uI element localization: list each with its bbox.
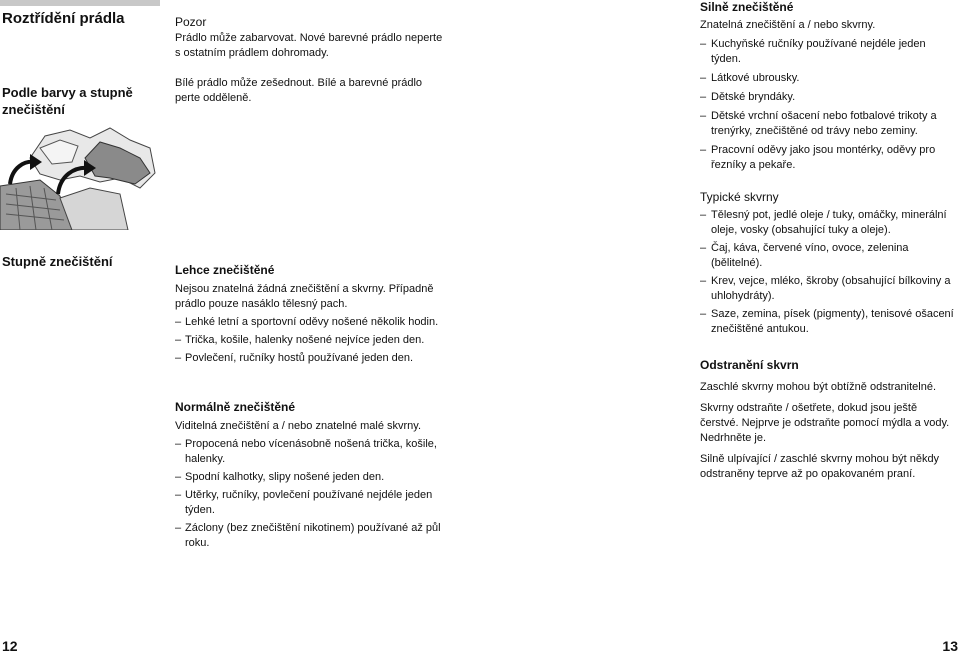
caution-paragraph-1: Prádlo může zabarvovat. Nové barevné prádlo neperte s ostatním prádlem dohromady. bbox=[175, 32, 443, 59]
heavily-soiled-section bbox=[700, 0, 958, 173]
list-item: – Povlečení, ručníky hostů používané jeden den. bbox=[175, 351, 445, 366]
lightly-soiled-list bbox=[175, 315, 445, 366]
stain-removal-paragraph-3: Silně ulpívající / zaschlé skvrny mohou být někdy odstraněny teprve až po opakovaném praní. bbox=[700, 453, 940, 480]
laundry-sorting-illustration bbox=[0, 118, 162, 230]
normally-soiled-section bbox=[175, 399, 445, 551]
stain-removal-section bbox=[700, 357, 958, 488]
list-item: – Látkové ubrousky. bbox=[700, 71, 958, 86]
stain-removal-heading: Odstranění skvrn bbox=[700, 358, 799, 372]
list-item: – Dětské bryndáky. bbox=[700, 90, 958, 105]
list-item: – Krev, vejce, mléko, škroby (obsahující bílkoviny a uhlohydráty). bbox=[700, 274, 958, 304]
list-item: – Záclony (bez znečištění nikotinem) používané až půl roku. bbox=[175, 521, 445, 551]
normally-soiled-intro: Viditelná znečištění a / nebo znatelné malé skvrny. bbox=[175, 420, 422, 432]
page-number-right: 13 bbox=[942, 638, 958, 654]
heavily-soiled-list bbox=[700, 37, 958, 173]
list-item: – Dětské vrchní ošacení nebo fotbalové trikoty a trenýrky, znečištěné od trávy nebo zeminy. bbox=[700, 109, 958, 139]
lightly-soiled-intro: Nejsou znatelná žádná znečištění a skvrny. Případně prádlo pouze nasáklo tělesný pach. bbox=[175, 283, 434, 310]
lightly-soiled-section bbox=[175, 262, 445, 366]
caution-paragraph-2: Bílé prádlo může zešednout. Bílé a barevné prádlo perte odděleně. bbox=[175, 77, 423, 104]
list-item: – Čaj, káva, červené víno, ovoce, zelenina (bělitelné). bbox=[700, 241, 958, 271]
stain-removal-paragraph-2: Skvrny odstraňte / ošetřete, dokud jsou ještě čerstvé. Nejprve je odstraňte pomocí mýdla a vody. Nedrhněte je. bbox=[700, 402, 950, 444]
typical-stains-section bbox=[700, 189, 958, 337]
typical-stains-list bbox=[700, 208, 958, 337]
normally-soiled-heading: Normálně znečištěné bbox=[175, 400, 296, 414]
list-item: – Utěrky, ručníky, povlečení používané nejdéle jeden týden. bbox=[175, 488, 445, 518]
list-item: – Kuchyňské ručníky používané nejdéle jeden týden. bbox=[700, 37, 958, 67]
lightly-soiled-heading: Lehce znečištěné bbox=[175, 263, 275, 277]
list-item: – Trička, košile, halenky nošené nejvíce jeden den. bbox=[175, 333, 445, 348]
list-item: – Lehké letní a sportovní oděvy nošené několik hodin. bbox=[175, 315, 445, 330]
side-heading-soil-levels: Stupně znečištění bbox=[2, 254, 113, 269]
side-heading-sorting: Podle barvy a stupně znečištění bbox=[2, 85, 133, 117]
caution-heading: Pozor bbox=[175, 15, 207, 29]
list-item: – Pracovní oděvy jako jsou montérky, oděvy pro řezníky a pekaře. bbox=[700, 143, 958, 173]
typical-stains-heading: Typické skvrny bbox=[700, 190, 779, 204]
heavily-soiled-heading: Silně znečištěné bbox=[700, 0, 794, 14]
list-item: – Saze, zemina, písek (pigmenty), tenisové ošacení znečištěné antukou. bbox=[700, 307, 958, 337]
normally-soiled-list bbox=[175, 437, 445, 551]
page-title: Roztřídění prádla bbox=[2, 10, 125, 27]
list-item: – Spodní kalhotky, slipy nošené jeden den. bbox=[175, 470, 445, 485]
list-item: – Propocená nebo vícenásobně nošená trička, košile, halenky. bbox=[175, 437, 445, 467]
page-number-left: 12 bbox=[2, 638, 18, 654]
heavily-soiled-intro: Znatelná znečištění a / nebo skvrny. bbox=[700, 19, 876, 31]
stain-removal-paragraph-1: Zaschlé skvrny mohou být obtížně odstranitelné. bbox=[700, 381, 937, 393]
caution-section bbox=[175, 14, 445, 106]
title-rule bbox=[0, 0, 160, 6]
list-item: – Tělesný pot, jedlé oleje / tuky, omáčky, minerální oleje, vosky (obsahující tuky a oleje). bbox=[700, 208, 958, 238]
